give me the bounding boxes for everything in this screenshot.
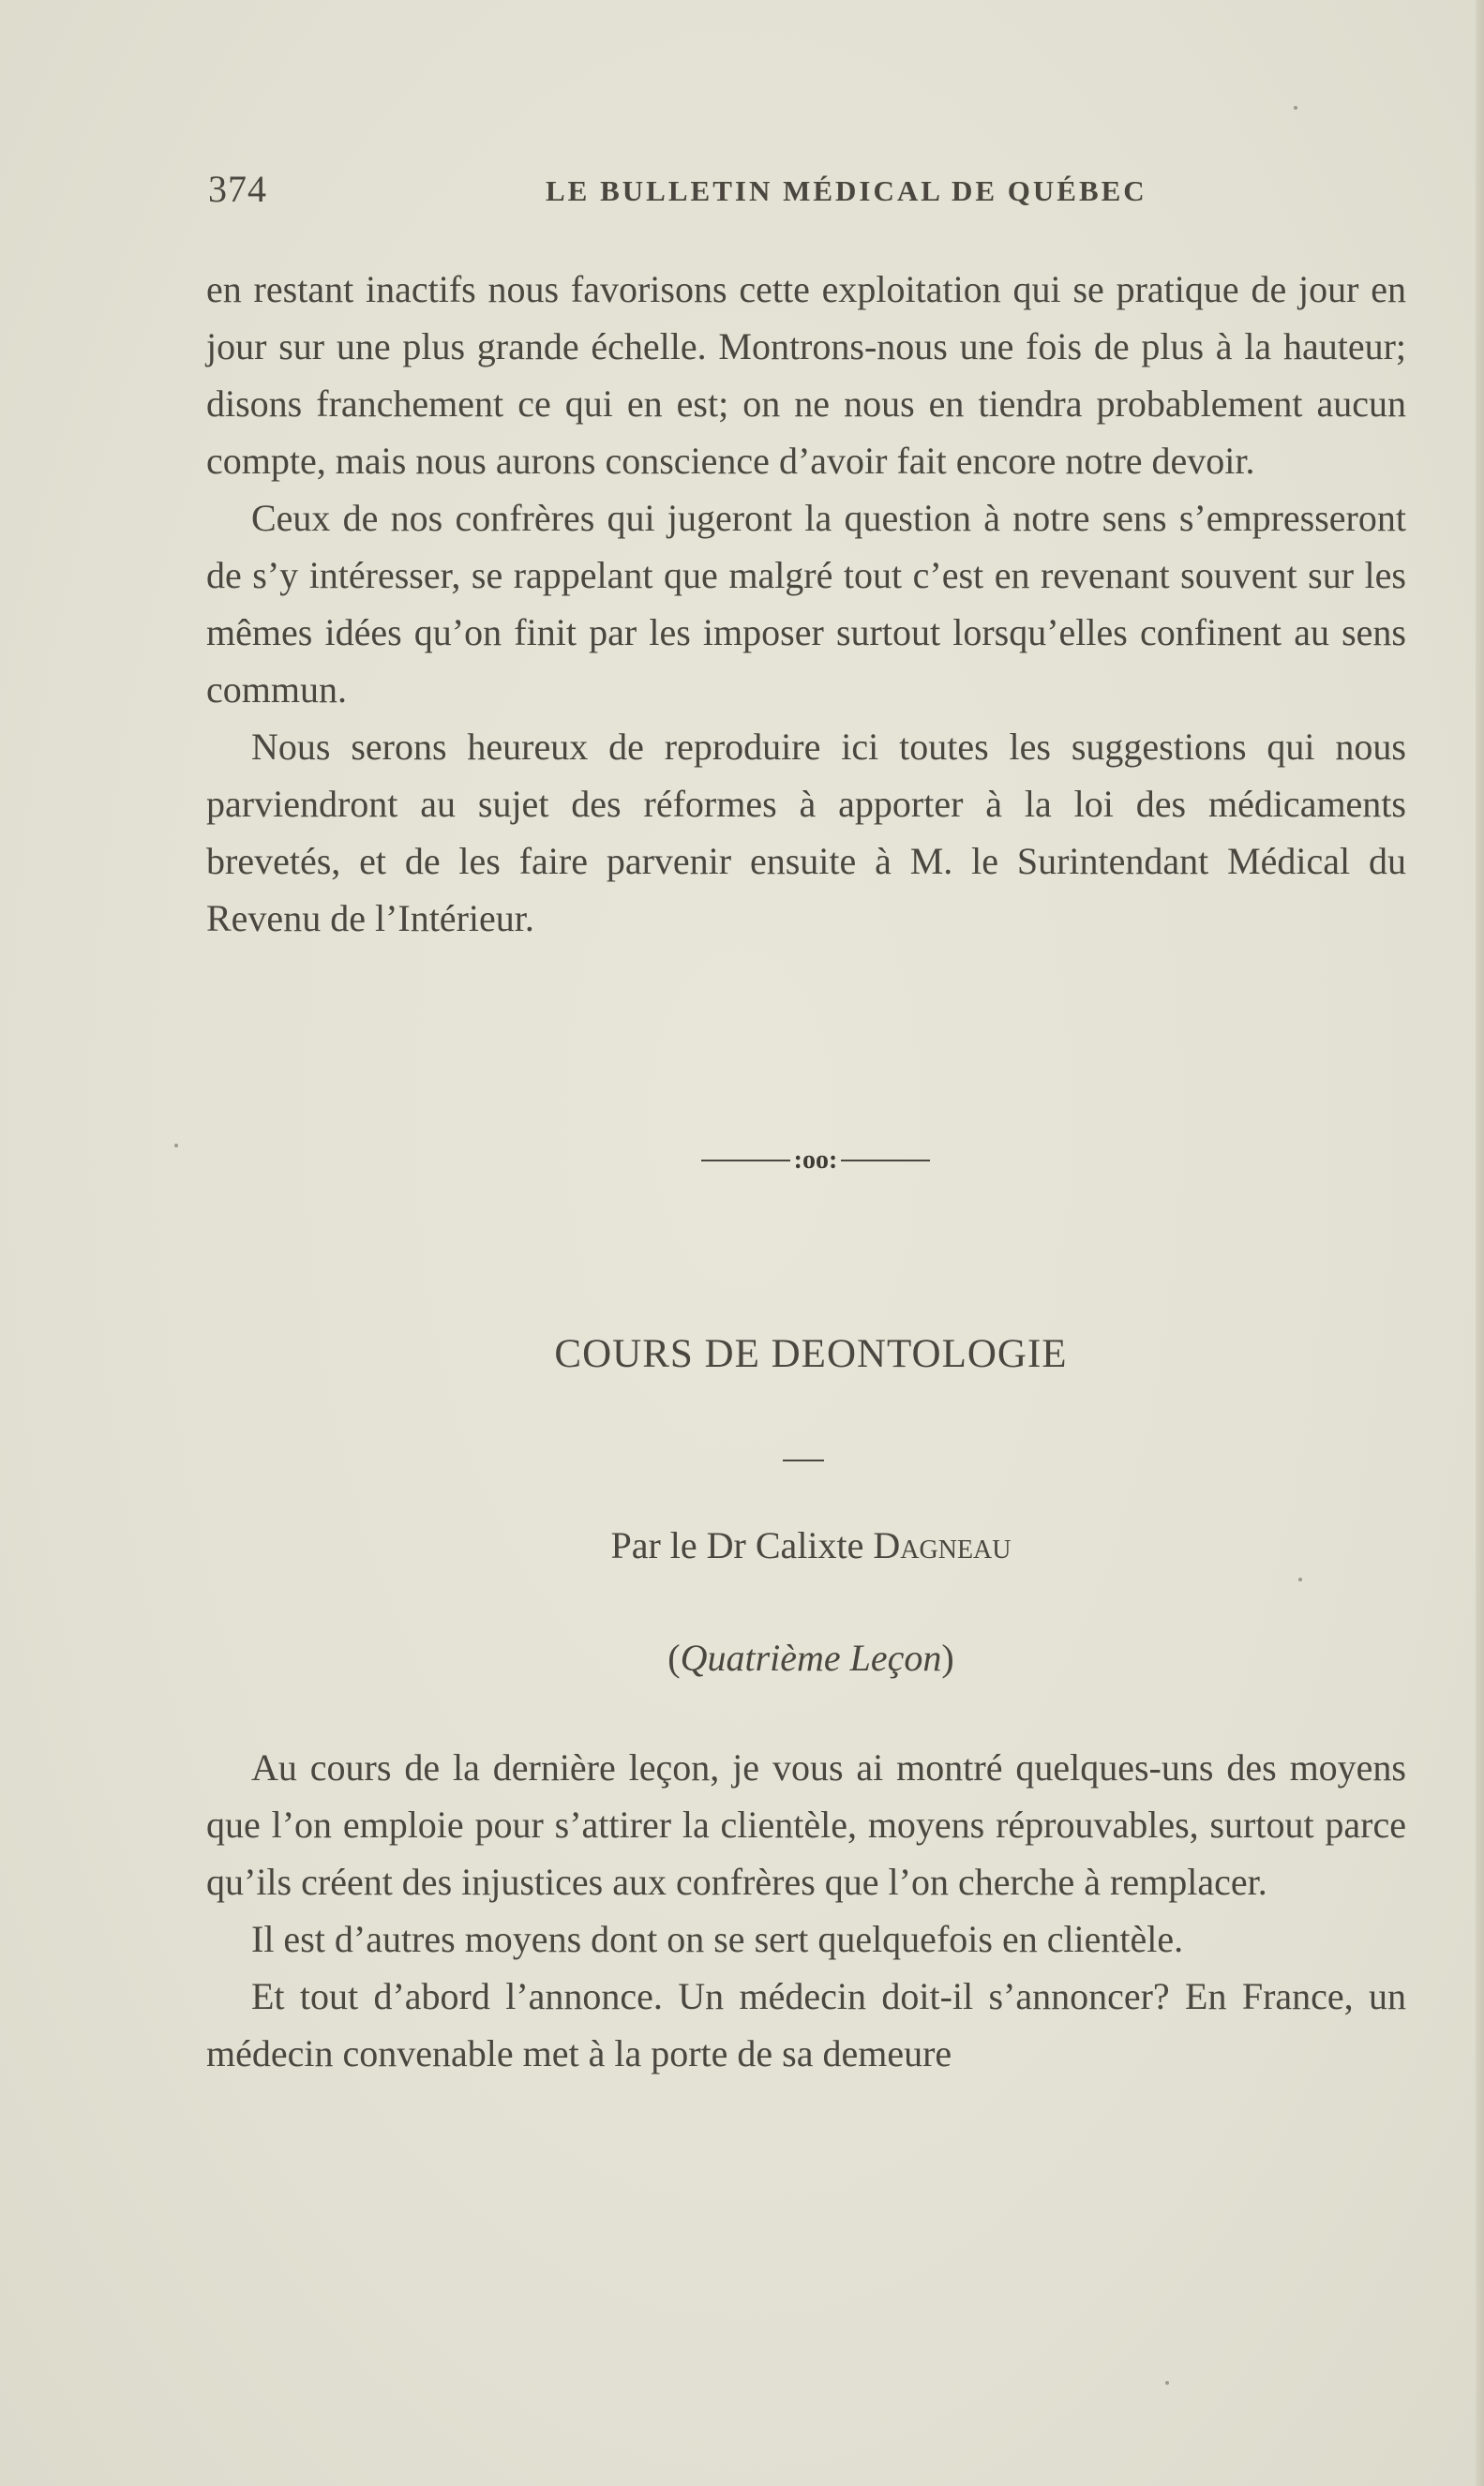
separator-mark: :oo: [793,1146,838,1175]
paragraph: en restant inactifs nous favorisons cette exploitation qui se pratique de jour en jour sur une plus grande échelle. Montrons-nous une fois de plus à la hauteur; disons franchement ce qui en est; on ne nous en tiendra probablement aucun compte, mais nous aurons conscience d’avoir fait encore notre devoir. [206,268,1406,482]
lesson-open-paren: ( [667,1637,681,1679]
article-continuation [206,261,1406,947]
lesson-subtitle [375,1636,1247,1680]
paragraph: Et tout d’abord l’annonce. Un médecin doit-il s’annoncer? En France, un médecin convenable met à la porte de sa demeure [206,1975,1406,2074]
paragraph: Il est d’autres moyens dont on se sert quelquefois en clientèle. [251,1918,1184,1960]
page-edge-shadow [1476,0,1484,2486]
page-header [208,167,1403,223]
running-title: LE BULLETIN MÉDICAL DE QUÉBEC [546,174,1147,207]
section-separator [689,1142,942,1179]
separator-rule-right [841,1160,930,1161]
paper-speck [1165,2381,1169,2385]
paragraph: Nous serons heureux de reproduire ici toutes les suggestions qui nous parviendront au sujet des réformes à apporter à la loi des médicaments brevetés, et de les faire parvenir ensuite à M. le Surintendant Médical du Revenu de l’Intérieur. [206,726,1406,939]
page-number: 374 [208,168,267,210]
separator-rule-left [701,1160,790,1161]
byline-prefix: Par le Dr Calixte [610,1524,864,1566]
lesson-body [206,1739,1406,2082]
paper-speck [1298,1578,1302,1581]
title-rule [783,1460,824,1461]
lesson-title: Quatrième Leçon [680,1637,942,1679]
byline [375,1523,1247,1567]
section-title: COURS DE DEONTOLOGIE [554,1332,1068,1376]
paper-speck [1294,106,1297,110]
byline-author: Dagneau [873,1524,1012,1566]
paragraph: Ceux de nos confrères qui jugeront la question à notre sens s’empresseront de s’y intéresser, se rappelant que malgré tout c’est en revenant souvent sur les mêmes idées qu’on finit par les imposer surtout lorsqu’elles confinent au sens commun. [206,497,1406,711]
paper-speck [174,1144,178,1147]
lesson-close-paren: ) [941,1637,954,1679]
paragraph: Au cours de la dernière leçon, je vous ai montré quelques-uns des moyens que l’on emploie pour s’attirer la clientèle, moyens réprouvables, surtout parce qu’ils créent des injustices aux confrères que l’on cherche à remplacer. [206,1746,1406,1903]
